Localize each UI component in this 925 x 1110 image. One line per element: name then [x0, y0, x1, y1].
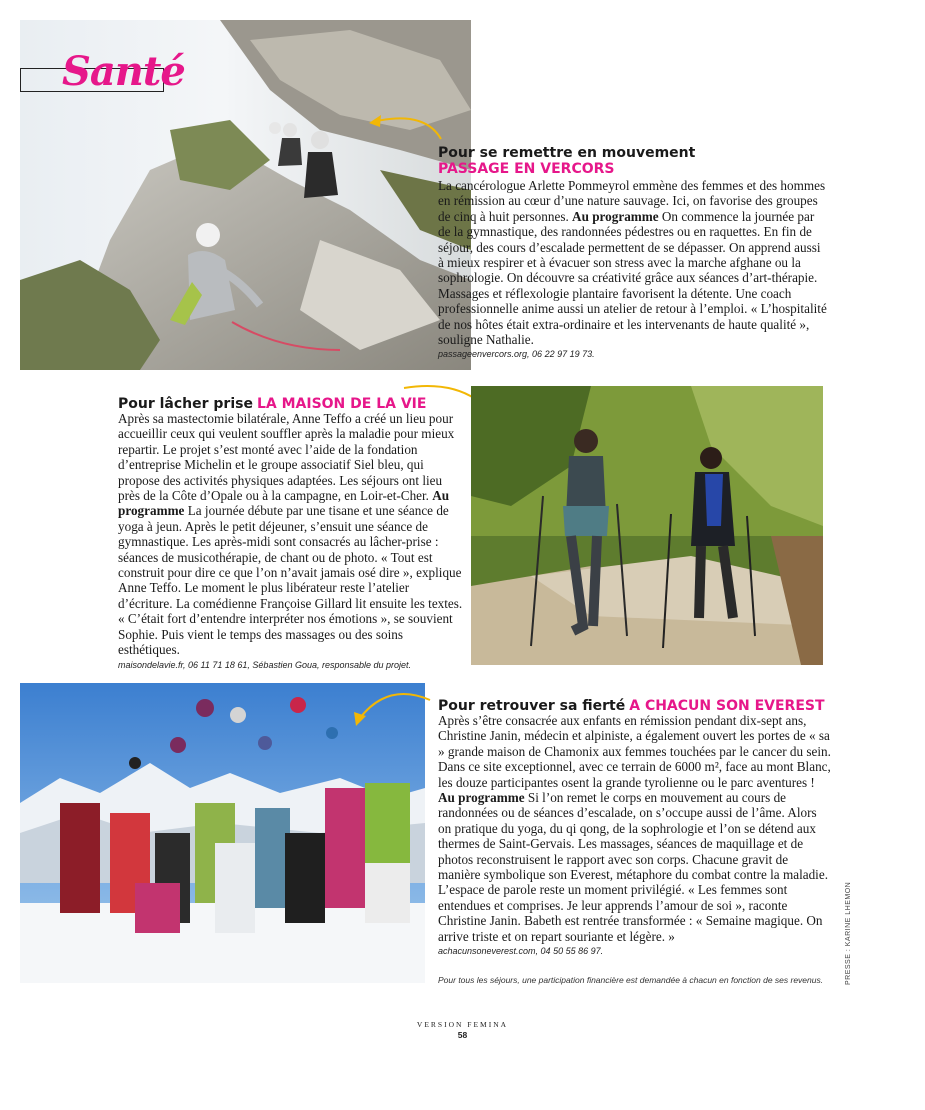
article-text: La journée débute par une tisane et une séance de yoga à jeun. Après le petit déjeuner, s’ensuit une séance de gymnastique. Les après-midi sont consacrés au lâcher-prise : séances de musicothérapie, de chant ou de photo. « Tout est construit pour dire ce que l’on n’avait jamais osé dire », explique Anne Teffo. Le moment le plus libérateur reste l’atelier d’écriture. La comédienne Françoise Gillard lit ensuite les textes. « C’était fort d’entendre interpréter nos émotions », se souvient Sophie. Puis vient le temps des massages ou des soins esthétiques. — [118, 503, 463, 658]
photo-credit: PRESSE : KARINE LHEMON — [845, 881, 852, 985]
photo-nordic-walkers — [471, 386, 823, 665]
article-title: LA MAISON DE LA VIE — [256, 396, 427, 412]
article-contact: maisondelavie.fr, 06 11 71 18 61, Sébastien Goua, responsable du projet. — [118, 659, 412, 670]
article-title: A CHACUN SON EVEREST — [629, 698, 825, 714]
page-number: 58 — [457, 1030, 468, 1040]
article-text: La cancérologue Arlette Pommeyrol emmène des femmes et des hommes en rémission au cœur d’une nature sauvage. Ici, on favorise des groupes de cinq à huit personnes. — [438, 178, 826, 224]
article-body-everest — [438, 713, 833, 956]
program-label: Au programme — [438, 790, 525, 806]
curved-arrow-icon — [365, 105, 445, 145]
curved-arrow-icon — [348, 688, 433, 730]
article-text: Après s’être consacrée aux enfants en rémission pendant dix-sept ans, Christine Janin, médecin et alpiniste, a également ouvert les portes de « sa » grande maison de Chamonix aux femmes touchées par le cancer du sein. Dans ce site exceptionnel, avec ce terrain de 6000 m², face au mont Blanc, les douze participantes osent la grande tyrolienne ou le parc aventures ! — [438, 713, 831, 790]
section-label: Santé — [62, 48, 185, 95]
program-label: Au programme — [572, 208, 659, 224]
article-contact: passageenvercors.org, 06 22 97 19 73. — [438, 349, 595, 360]
article-body-vercors — [438, 178, 828, 359]
article-kicker: Pour lâcher prise — [118, 396, 253, 412]
article-kicker: Pour retrouver sa fierté — [438, 698, 626, 714]
footnote: Pour tous les séjours, une participation financière est demandée à chacun en fonction de ses revenus. — [438, 975, 824, 985]
program-label: Au programme — [118, 488, 450, 519]
article-text: Après sa mastectomie bilatérale, Anne Teffo a créé un lieu pour accueillir ceux qui veulent souffler après la maladie pour mieux repartir. Le projet s’est monté avec l’aide de la fondation d’entreprise Michelin et le groupe associatif Siel bleu, qui propose des activités physiques adaptées. Les séjours ont lieu près de la Côte d’Opale ou à la campagne, en Loir-et-Cher. — [118, 411, 455, 504]
article-heading-vercors — [438, 145, 828, 177]
article-text: Si l’on remet le corps en mouvement au cours de randonnées ou de séances d’escalade, on s’occupe aussi de l’âme. Alors on pratique du yoga, du qi qong, de la sophrologie et l’on se détend aux thermes de Saint-Gervais. Les massages, séances de maquillage et de photos reconstruisent le rapport avec son corps. Chacune gravit de manière symbolique son Everest, métaphore du combat contre la maladie. L’espace de parole reste un moment privilégié. « Les femmes sont entendues et comprises. Je leur apprends l’amour de soi », raconte Christine Janin. Babeth est rentrée transformée : « Semaine magique. On arrive triste et on repart souriante et légère. » — [438, 790, 828, 944]
article-title: PASSAGE EN VERCORS — [438, 161, 615, 177]
folio-brand: VERSION FEMINA — [416, 1020, 509, 1029]
article-text: On commence la journée par de la gymnastique, des randonnées pédestres ou en raquettes. En fin de séjour, des cours d’escalade permettent de se dépasser. On apprend aussi à mieux respirer et à évacuer son stress avec la marche afghane ou la sophrologie. On découvre sa créativité grâce aux séances d’art-thérapie. Massages et réflexologie plantaire favorisent la détente. Une coach professionnelle anime aussi un atelier de retour à l’emploi. « L’hospitalité de nos hôtes était extra-ordinaire et les intervenants de haute qualité », souligne Nathalie. — [438, 208, 827, 348]
article-kicker: Pour se remettre en mouvement — [438, 145, 696, 161]
article-contact: achacunsoneverest.com, 04 50 55 86 97. — [438, 946, 604, 957]
